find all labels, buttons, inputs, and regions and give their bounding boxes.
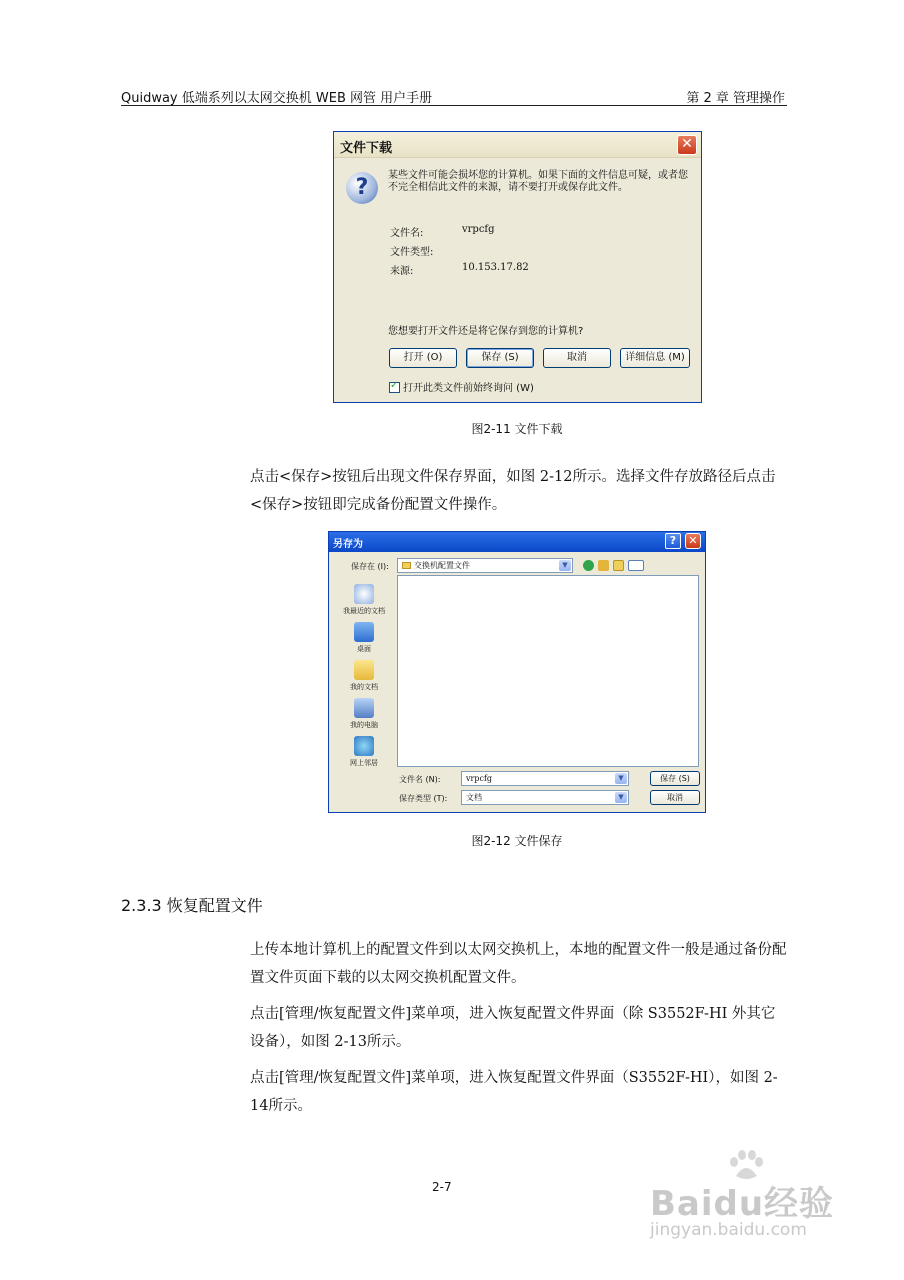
- warning-text: 某些文件可能会损坏您的计算机。如果下面的文件信息可疑，或者您不完全相信此文件的来源，请不要打开或保存此文件。: [388, 170, 688, 193]
- close-icon[interactable]: ✕: [677, 135, 697, 155]
- folder-icon: [402, 562, 411, 569]
- question-icon: ?: [346, 172, 378, 204]
- file-name-row: [390, 224, 495, 239]
- question-text: 您想要打开文件还是将它保存到您的计算机?: [388, 326, 584, 337]
- save-button[interactable]: 保存 (S): [650, 771, 700, 786]
- dialog-title: 另存为: [333, 539, 363, 550]
- always-ask-checkbox[interactable]: [389, 379, 534, 394]
- help-icon[interactable]: ?: [665, 533, 681, 549]
- chevron-down-icon[interactable]: ▼: [559, 560, 571, 571]
- recent-documents-icon: [354, 584, 374, 604]
- back-icon[interactable]: [583, 560, 594, 571]
- place-my-documents[interactable]: [333, 660, 395, 692]
- dialog-titlebar: [329, 532, 705, 552]
- file-name-value: vrpcfg: [462, 224, 495, 235]
- paragraph-restore-menu-2: 点击[管理/恢复配置文件]菜单项，进入恢复配置文件界面（S3552F-HI），如图 2-14所示。: [250, 1070, 778, 1114]
- views-menu-icon[interactable]: [628, 560, 644, 571]
- source-row: [390, 262, 529, 277]
- place-network[interactable]: [333, 736, 395, 768]
- my-documents-icon: [354, 660, 374, 680]
- dialog-title: 文件下载: [340, 141, 393, 156]
- save-button[interactable]: 保存 (S): [466, 348, 534, 368]
- up-folder-icon[interactable]: [598, 560, 609, 571]
- cancel-button[interactable]: 取消: [650, 790, 700, 805]
- save-in-label: 保存在 (I):: [351, 562, 389, 571]
- chevron-down-icon[interactable]: ▼: [615, 792, 627, 803]
- file-type-row: [390, 243, 433, 258]
- file-type-label: 保存类型 (T):: [399, 794, 448, 803]
- paragraph-restore-menu-1: 点击[管理/恢复配置文件]菜单项，进入恢复配置文件界面（除 S3552F-HI 外其它设备），如图 2-13所示。: [250, 1006, 776, 1050]
- file-list-area[interactable]: [397, 575, 699, 767]
- cancel-button[interactable]: 取消: [543, 348, 611, 368]
- file-type-select[interactable]: [461, 790, 629, 805]
- place-desktop[interactable]: [333, 622, 395, 654]
- paragraph-save-instructions: 点击<保存>按钮后出现文件保存界面，如图 2-12所示。选择文件存放路径后点击<保存>按钮即完成备份配置文件操作。: [250, 469, 776, 513]
- file-type-value: 文档: [466, 793, 482, 802]
- page-header: [121, 86, 787, 106]
- network-places-icon: [354, 736, 374, 756]
- place-label: 我最近的文档: [343, 607, 385, 615]
- place-label: 网上邻居: [350, 759, 378, 767]
- file-name-value: vrpcfg: [466, 774, 493, 783]
- place-label: 我的文档: [350, 683, 378, 691]
- header-chapter: 第 2 章 管理操作: [686, 91, 785, 106]
- file-name-label: 文件名:: [390, 228, 424, 239]
- save-as-dialog: [328, 531, 706, 813]
- place-recent[interactable]: [333, 584, 395, 616]
- close-icon[interactable]: ✕: [685, 533, 701, 549]
- page-number: 2-7: [432, 1180, 452, 1194]
- source-value: 10.153.17.82: [462, 262, 529, 273]
- figure-caption-2-12: 图2-12 文件保存: [471, 834, 563, 848]
- save-in-value: 交换机配置文件: [414, 561, 470, 570]
- save-in-select[interactable]: [397, 558, 573, 573]
- place-label: 桌面: [357, 645, 371, 653]
- source-label: 来源:: [390, 266, 414, 277]
- figure-caption-2-11: 图2-11 文件下载: [471, 422, 563, 436]
- checkbox-checked-icon[interactable]: [389, 382, 400, 393]
- place-label: 我的电脑: [350, 721, 378, 729]
- open-button[interactable]: 打开 (O): [389, 348, 457, 368]
- checkbox-label: 打开此类文件前始终询问 (W): [403, 383, 534, 394]
- dialog-titlebar: [334, 132, 701, 158]
- details-button[interactable]: 详细信息 (M): [620, 348, 690, 368]
- my-computer-icon: [354, 698, 374, 718]
- section-heading: 2.3.3 恢复配置文件: [121, 896, 263, 915]
- place-my-computer[interactable]: [333, 698, 395, 730]
- file-download-dialog: [333, 131, 702, 403]
- paragraph-restore-intro: 上传本地计算机上的配置文件到以太网交换机上，本地的配置文件一般是通过备份配置文件页面下载的以太网交换机配置文件。: [250, 942, 787, 986]
- watermark: [650, 1150, 850, 1250]
- watermark-brand: Baidu经验: [650, 1184, 835, 1224]
- file-type-label: 文件类型:: [390, 247, 434, 258]
- new-folder-icon[interactable]: [613, 560, 624, 571]
- desktop-icon: [354, 622, 374, 642]
- header-title: Quidway 低端系列以太网交换机 WEB 网管 用户手册: [121, 91, 433, 106]
- chevron-down-icon[interactable]: ▼: [615, 773, 627, 784]
- places-bar: [333, 574, 395, 808]
- file-name-label: 文件名 (N):: [399, 775, 441, 784]
- watermark-url: jingyan.baidu.com: [650, 1220, 807, 1240]
- file-name-input[interactable]: [461, 771, 629, 786]
